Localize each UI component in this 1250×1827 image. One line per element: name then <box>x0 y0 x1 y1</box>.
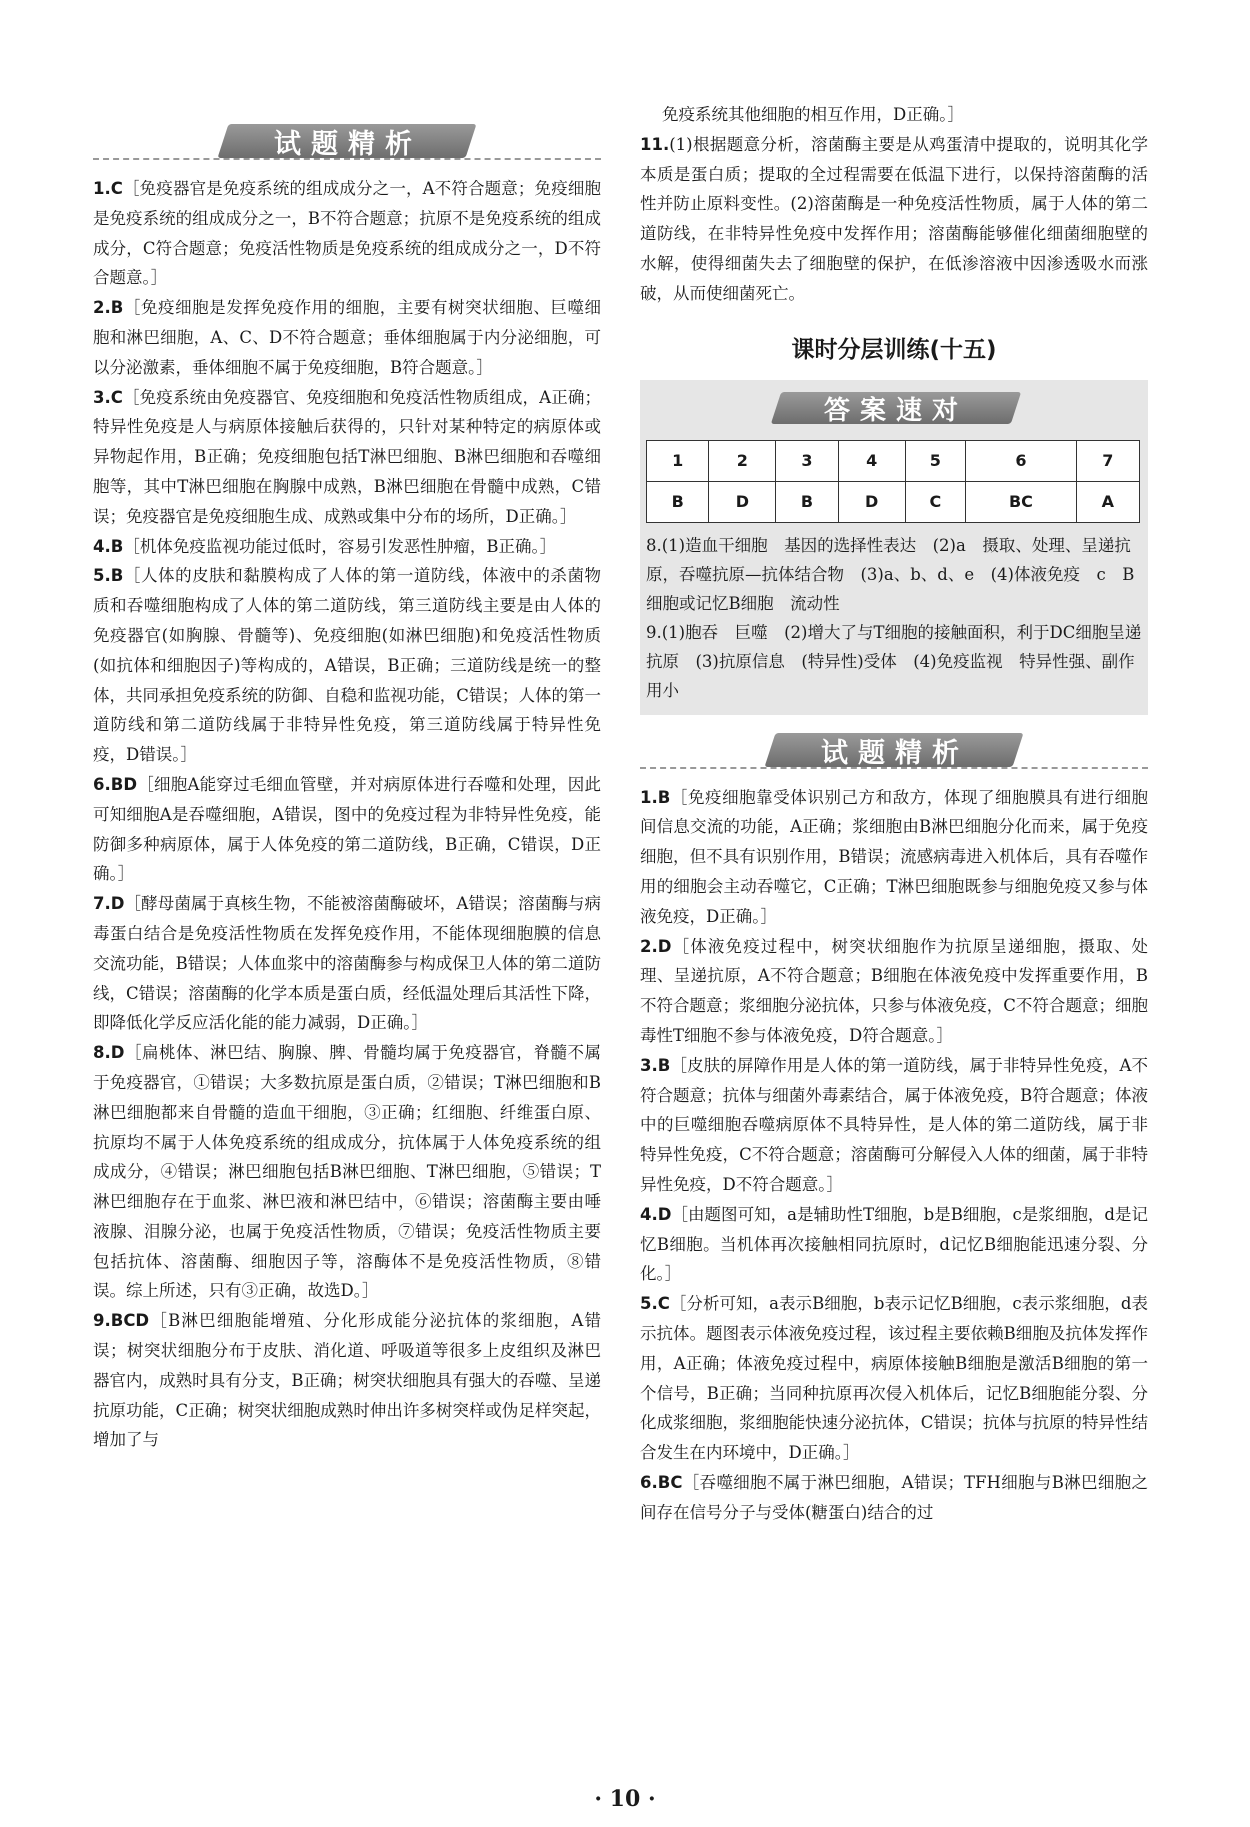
explanation-item: 2.D［体液免疫过程中，树突状细胞作为抗原呈递细胞，摄取、处理、呈递抗原，A不符合题意；B细胞在体液免疫中发挥重要作用，B不符合题意；浆细胞分泌抗体，只参与体液免疫，C不符合题意；细胞毒性T细胞不参与体液免疫，D符合题意。］ <box>640 936 1148 1045</box>
explanation-item: 4.D［由题图可知，a是辅助性T细胞，b是B细胞，c是浆细胞，d是记忆B细胞。当机体再次接触相同抗原时，d记忆B细胞能迅速分裂、分化。］ <box>640 1204 1148 1284</box>
explanation-item: 6.BD［细胞A能穿过毛细血管壁，并对病原体进行吞噬和处理，因此可知细胞A是吞噬细胞，A错误，图中的免疫过程为非特异性免疫，能防御多种病原体，属于人体免疫的第二道防线，B正确，C错误，D正确。］ <box>93 774 601 884</box>
short-answer: 8.(1)造血干细胞 基因的选择性表达 (2)a 摄取、处理、呈递抗原，吞噬抗原—抗体结合物 (3)a、b、d、e (4)体液免疫 c B细胞或记忆B细胞 流动性 <box>646 535 1135 613</box>
table-cell: 3 <box>776 440 838 481</box>
question-number-row <box>647 440 1140 481</box>
table-cell: 4 <box>838 440 905 481</box>
table-cell: B <box>647 481 709 522</box>
table-cell: C <box>905 481 966 522</box>
explanation-item: 8.D［扁桃体、淋巴结、胸腺、脾、骨髓均属于免疫器官，脊髓不属于免疫器官，①错误；大多数抗原是蛋白质，②错误；T淋巴细胞和B淋巴细胞都来自骨髓的造血干细胞，③正确；红细胞、纤维蛋白原、抗原均不属于人体免疫系统的组成成分，抗体属于人体免疫系统的组成成分，④错误；淋巴细胞包括B淋巴细胞、T淋巴细胞，⑤错误；T淋巴细胞存在于血浆、淋巴液和淋巴结中，⑥错误；溶菌酶主要由唾液腺、泪腺分泌，也属于免疫活性物质，⑦错误；免疫活性物质主要包括抗体、溶菌酶、细胞因子等，溶酶体不是免疫活性物质，⑧错误。综上所述，只有③正确，故选D。］ <box>93 1043 601 1301</box>
table-cell: A <box>1076 481 1139 522</box>
table-cell: 2 <box>709 440 776 481</box>
right-column <box>640 0 1148 1528</box>
table-cell: 6 <box>966 440 1077 481</box>
answer-banner <box>646 386 1142 430</box>
answer-key-box <box>640 380 1148 715</box>
dashed-divider <box>93 158 601 160</box>
explanation-item: 1.C［免疫器官是免疫系统的组成成分之一，A不符合题意；免疫细胞是免疫系统的组成成分之一，B不符合题意；抗原不是免疫系统的组成成分，C符合题意；免疫活性物质是免疫系统的组成成分之一，D不符合题意。］ <box>93 179 601 288</box>
section-banner-left <box>93 118 601 164</box>
explanation-item: 5.C［分析可知，a表示B细胞，b表示记忆B细胞，c表示浆细胞，d表示抗体。题图表示体液免疫过程，该过程主要依赖B细胞及抗体发挥作用，A正确；体液免疫过程中，病原体接触B细胞是激活B细胞的第一个信号，B正确；当同种抗原再次侵入机体后，记忆B细胞能分裂、分化成浆细胞，浆细胞能快速分泌抗体，C错误；抗体与抗原的特异性结合发生在内环境中，D正确。］ <box>640 1294 1148 1463</box>
table-cell: 1 <box>647 440 709 481</box>
left-column <box>93 0 601 1455</box>
explanation-item: 1.B［免疫细胞靠受体识别己方和敌方，体现了细胞膜具有进行细胞间信息交流的功能，A正确；浆细胞由B淋巴细胞分化而来，属于免疫细胞，但不具有识别作用，B错误；流感病毒进入机体后，具有吞噬作用的细胞会主动吞噬它，C正确；T淋巴细胞既参与细胞免疫又参与体液免疫，D正确。］ <box>640 787 1148 926</box>
page-number: · 10 · <box>594 1786 656 1812</box>
answer-title: 答案速对 <box>823 395 968 426</box>
explanation-item: 5.B［人体的皮肤和黏膜构成了人体的第一道防线，体液中的杀菌物质和吞噬细胞构成了人体的第二道防线，第三道防线主要是由人体的免疫器官(如胸腺、骨髓等)、免疫细胞(如淋巴细胞)和免疫活性物质(如抗体和细胞因子)等构成的，A错误，B正确；三道防线是统一的整体，共同承担免疫系统的防御、自稳和监视功能，C错误；人体的第一道防线和第二道防线属于非特异性免疫，第三道防线属于特异性免疫，D错误。］ <box>93 566 601 765</box>
table-cell: D <box>709 481 776 522</box>
explanation-item: 9.BCD［B淋巴细胞能增殖、分化形成能分泌抗体的浆细胞，A错误；树突状细胞分布于皮肤、消化道、呼吸道等很多上皮组织及淋巴器官内，成熟时具有分支，B正确；树突状细胞具有强大的吞噬、呈递抗原功能，C正确；树突状细胞成熟时伸出许多树突样或伪足样突起，增加了与 <box>93 1311 601 1450</box>
short-answer: 9.(1)胞吞 巨噬 (2)增大了与T细胞的接触面积，利于DC细胞呈递抗原 (3)抗原信息 (特异性)受体 (4)免疫监视 特异性强、副作用小 <box>646 622 1142 700</box>
table-cell: BC <box>966 481 1077 522</box>
table-cell: 5 <box>905 440 966 481</box>
lesson-title: 课时分层训练(十五) <box>791 336 997 363</box>
explanation-item: 3.B［皮肤的屏障作用是人体的第一道防线，属于非特异性免疫，A不符合题意；抗体与细菌外毒素结合，属于体液免疫，B符合题意；体液中的巨噬细胞吞噬病原体不具特异性，是人体的第二道防线，属于非特异性免疫，C不符合题意；溶菌酶可分解侵入人体的细菌，属于非特异性免疫，D不符合题意。］ <box>640 1055 1148 1194</box>
table-cell: D <box>838 481 905 522</box>
section-title: 试题精析 <box>274 129 422 160</box>
explanation-item: 3.C［免疫系统由免疫器官、免疫细胞和免疫活性物质组成，A正确；特异性免疫是人与病原体接触后获得的，只针对某种特定的病原体或异物起作用，B正确；免疫细胞包括T淋巴细胞、B淋巴细胞和吞噬细胞等，其中T淋巴细胞在胸腺中成熟，B淋巴细胞在骨髓中成熟，C错误；免疫器官是免疫细胞生成、成熟或集中分布的场所，D正确。］ <box>93 387 601 526</box>
answer-table <box>646 440 1140 523</box>
dashed-divider <box>640 767 1148 769</box>
continued-text: 免疫系统其他细胞的相互作用，D正确。］ <box>662 105 964 124</box>
explanation-item: 2.B［免疫细胞是发挥免疫作用的细胞，主要有树突状细胞、巨噬细胞和淋巴细胞，A、C、D不符合题意；垂体细胞属于内分泌细胞，可以分泌激素，垂体细胞不属于免疫细胞，B符合题意。］ <box>93 298 601 377</box>
table-cell: 7 <box>1076 440 1139 481</box>
explanation-item: 6.BC［吞噬细胞不属于淋巴细胞，A错误；TFH细胞与B淋巴细胞之间存在信号分子与受体(糖蛋白)结合的过 <box>640 1472 1148 1522</box>
section-title: 试题精析 <box>821 737 969 769</box>
explanation-item: 7.D［酵母菌属于真核生物，不能被溶菌酶破坏，A错误；溶菌酶与病毒蛋白结合是免疫活性物质在发挥免疫作用，不能体现细胞膜的信息交流功能，B错误；人体血浆中的溶菌酶参与构成保卫人体的第二道防线，C错误；溶菌酶的化学本质是蛋白质，经低温处理后其活性下降，即降低化学反应活化能的能力减弱，D正确。］ <box>93 894 601 1033</box>
explanation-item: 4.B［机体免疫监视功能过低时，容易引发恶性肿瘤，B正确。］ <box>93 536 557 556</box>
section-banner-right <box>640 727 1148 773</box>
table-cell: B <box>776 481 838 522</box>
explanation-item: 11.(1)根据题意分析，溶菌酶主要是从鸡蛋清中提取的，说明其化学本质是蛋白质；提取的全过程需要在低温下进行，以保持溶菌酶的活性并防止原料变性。(2)溶菌酶是一种免疫活性物质，属于人体的第二道防线，在非特异性免疫中发挥作用；溶菌酶能够催化细菌细胞壁的水解，使得细菌失去了细胞壁的保护，在低渗溶液中因渗透吸水而涨破，从而使细菌死亡。 <box>640 134 1148 303</box>
answer-row <box>647 481 1140 522</box>
